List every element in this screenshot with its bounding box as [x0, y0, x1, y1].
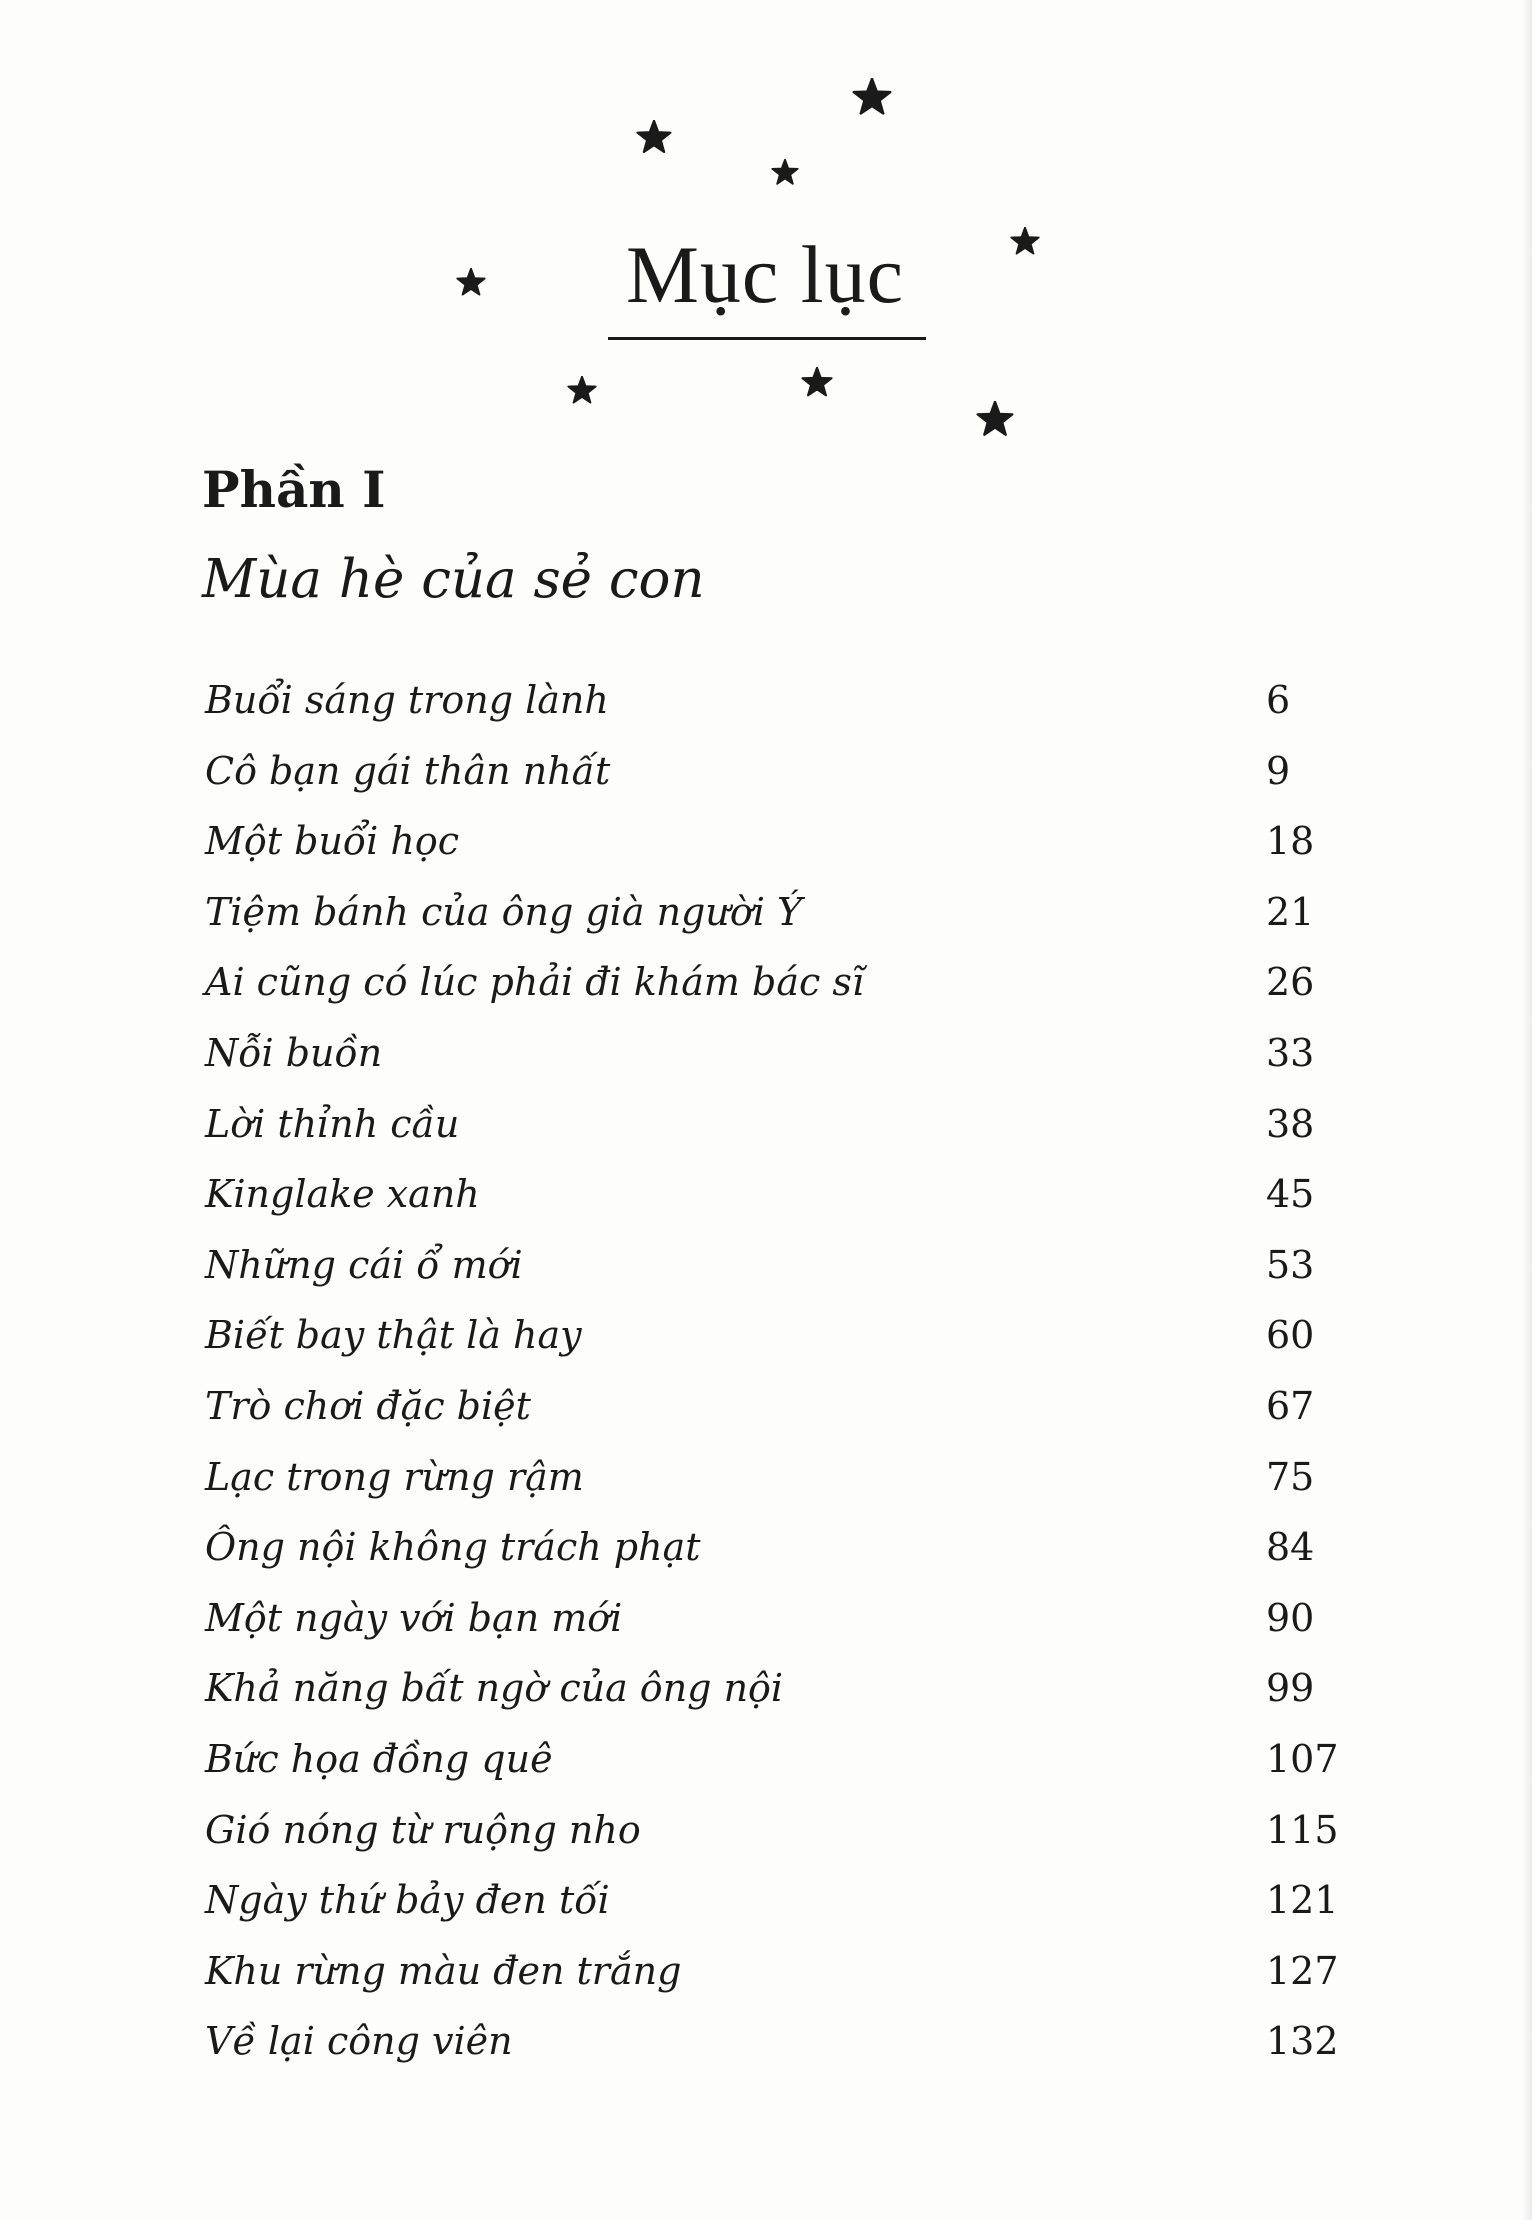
toc-entry: [0, 2013, 1532, 2084]
star-icon: [976, 401, 1014, 439]
toc-entry-page-number: 121: [1266, 1878, 1339, 1923]
toc-entry-page-number: 45: [1266, 1172, 1315, 1217]
title-underline: [608, 337, 926, 340]
toc-entry-title: Khả năng bất ngờ của ông nội: [205, 1666, 784, 1711]
toc-entry: [0, 1660, 1532, 1731]
toc-entry-title: Những cái ổ mới: [205, 1242, 523, 1287]
toc-entry-page-number: 21: [1266, 889, 1315, 934]
toc-entry-title: Cô bạn gái thân nhất: [205, 748, 611, 793]
toc-entry: [0, 954, 1532, 1025]
toc-entry-title: Biết bay thật là hay: [205, 1313, 582, 1358]
toc-entry-page-number: 67: [1266, 1383, 1315, 1428]
toc-entry-title: Về lại công viên: [205, 2019, 513, 2064]
toc-entry-page-number: 60: [1266, 1313, 1315, 1358]
star-icon: [567, 376, 597, 406]
star-icon: [852, 78, 892, 118]
toc-entry-page-number: 33: [1266, 1030, 1315, 1075]
toc-entry-title: Ngày thứ bảy đen tối: [205, 1878, 610, 1923]
toc-entry-page-number: 132: [1266, 2019, 1339, 2064]
star-icon: [801, 367, 833, 399]
toc-entry-page-number: 38: [1266, 1101, 1315, 1146]
toc-entry-page-number: 99: [1266, 1666, 1315, 1711]
toc-entry: [0, 1802, 1532, 1873]
toc-entry: [0, 1237, 1532, 1308]
toc-entry-page-number: 107: [1266, 1736, 1339, 1781]
star-icon: [636, 120, 672, 156]
toc-entry-title: Nỗi buồn: [205, 1030, 383, 1075]
toc-entry-title: Bức họa đồng quê: [205, 1736, 553, 1781]
toc-entry-title: Một ngày với bạn mới: [205, 1595, 623, 1640]
toc-entry-title: Khu rừng màu đen trắng: [205, 1948, 682, 1993]
part-label: Phần I: [202, 460, 386, 519]
toc-entry: [0, 1519, 1532, 1590]
toc-entry-page-number: 90: [1266, 1595, 1315, 1640]
toc-entry-title: Kinglake xanh: [205, 1172, 480, 1217]
toc-entry: [0, 1166, 1532, 1237]
toc-entry: [0, 672, 1532, 743]
toc-entry-page-number: 115: [1266, 1807, 1339, 1852]
toc-entry-page-number: 84: [1266, 1525, 1315, 1570]
toc-entry: [0, 813, 1532, 884]
toc-entry: [0, 743, 1532, 814]
table-of-contents: [0, 672, 1532, 2084]
toc-entry-title: Lạc trong rừng rậm: [205, 1454, 584, 1499]
toc-entry-page-number: 127: [1266, 1948, 1339, 1993]
toc-entry-title: Buổi sáng trong lành: [205, 678, 609, 722]
toc-entry-title: Trò chơi đặc biệt: [205, 1383, 531, 1428]
toc-entry-title: Một buổi học: [205, 819, 460, 864]
toc-entry: [0, 1590, 1532, 1661]
toc-entry-page-number: 53: [1266, 1242, 1315, 1287]
toc-entry-title: Lời thỉnh cầu: [205, 1101, 460, 1146]
star-icon: [1010, 227, 1040, 257]
page-title: Mục lục: [626, 229, 904, 320]
toc-entry-title: Gió nóng từ ruộng nho: [205, 1807, 641, 1852]
toc-entry: [0, 1378, 1532, 1449]
toc-entry-title: Ông nội không trách phạt: [205, 1525, 701, 1570]
toc-entry-page-number: 6: [1266, 678, 1291, 722]
toc-entry: [0, 1731, 1532, 1802]
toc-entry: [0, 884, 1532, 955]
toc-entry: [0, 1025, 1532, 1096]
toc-entry: [0, 1096, 1532, 1167]
star-icon: [771, 159, 799, 187]
toc-entry-page-number: 26: [1266, 960, 1315, 1005]
star-icon: [456, 268, 486, 298]
toc-entry-title: Tiệm bánh của ông già người Ý: [205, 889, 803, 934]
toc-entry: [0, 1943, 1532, 2014]
part-title: Mùa hè của sẻ con: [202, 549, 705, 610]
toc-entry: [0, 1872, 1532, 1943]
toc-entry: [0, 1307, 1532, 1378]
toc-entry-page-number: 75: [1266, 1454, 1315, 1499]
toc-entry-title: Ai cũng có lúc phải đi khám bác sĩ: [205, 960, 865, 1005]
toc-entry: [0, 1449, 1532, 1520]
toc-entry-page-number: 18: [1266, 819, 1315, 864]
toc-entry-page-number: 9: [1266, 748, 1291, 793]
